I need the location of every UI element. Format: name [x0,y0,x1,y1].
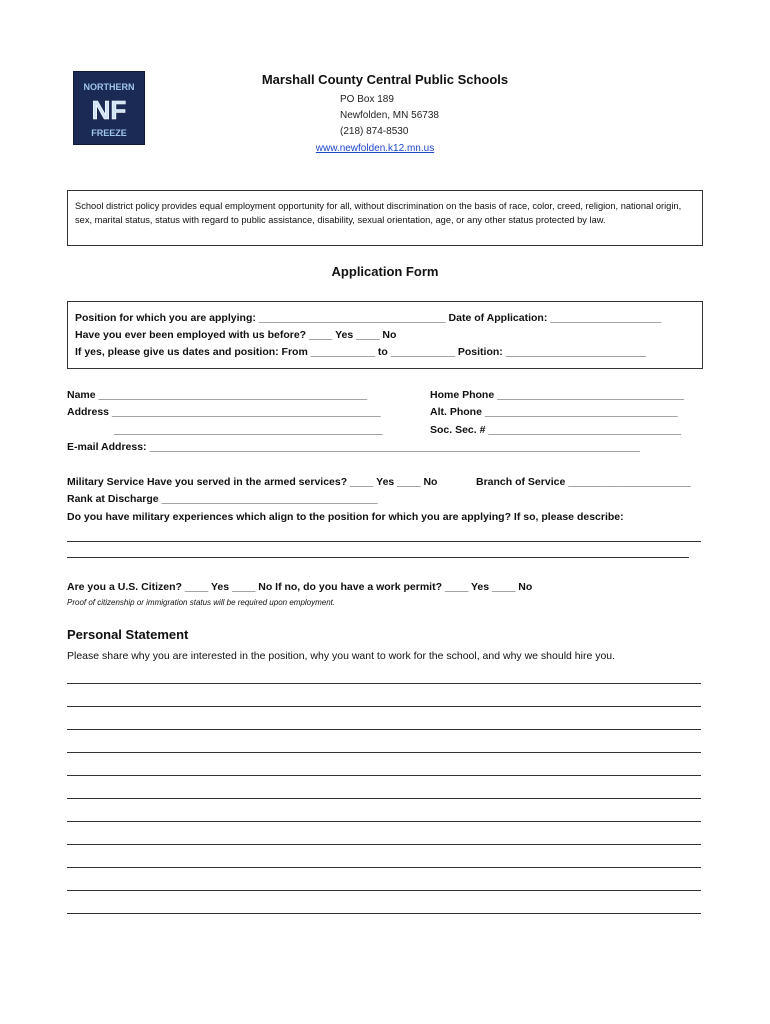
statement-line[interactable] [67,844,701,845]
statement-line[interactable] [67,821,701,822]
policy-text: School district policy provides equal employment opportunity for all, without discrimination on the basis of race, color, creed, religion, national origin, sex, marital status, status with regard to public assistance, disability, sexual orientation, age, or any other status protected by law. [75,201,682,225]
ssn-field[interactable]: Soc. Sec. # _________________________________ [430,424,682,436]
logo-text-top: NORTHERN [83,82,135,92]
policy-box [67,190,703,246]
statement-line[interactable] [67,890,701,891]
military-service-line[interactable]: Military Service Have you served in the armed services? ____ Yes ____ No [67,476,438,488]
citizenship-note: Proof of citizenship or immigration status will be required upon employment. [67,598,336,607]
logo-text-bottom: FREEZE [91,128,127,138]
address-line1: PO Box 189 [340,94,394,105]
citizenship-line[interactable]: Are you a U.S. Citizen? ____ Yes ____ No If no, do you have a work permit? ____ Yes ____ No [67,581,533,593]
military-answer-line[interactable] [67,541,701,542]
name-field[interactable]: Name ______________________________________________ [67,389,368,401]
rank-at-discharge-field[interactable]: Rank at Discharge _____________________________________ [67,493,378,505]
military-answer-line[interactable] [67,557,689,558]
statement-line[interactable] [67,798,701,799]
personal-statement-prompt: Please share why you are interested in the position, why you want to work for the school, and why we should hire you. [67,650,616,662]
military-experience-question: Do you have military experiences which align to the position for which you are applying? If so, please describe: [67,511,624,523]
statement-line[interactable] [67,867,701,868]
statement-line[interactable] [67,913,701,914]
home-phone-field[interactable]: Home Phone ________________________________ [430,389,684,401]
employed-before-line[interactable]: Have you ever been employed with us before? ____ Yes ____ No [75,329,397,341]
personal-statement-title: Personal Statement [67,627,189,642]
statement-line[interactable] [67,729,701,730]
position-box [67,301,703,369]
phone-number: (218) 874-8530 [340,126,409,137]
form-title: Application Form [331,264,439,279]
statement-line[interactable] [67,706,701,707]
statement-line[interactable] [67,683,701,684]
logo-initials: NF [91,95,127,125]
statement-line[interactable] [67,752,701,753]
previous-employment-line[interactable]: If yes, please give us dates and position: From ___________ to ___________ Position: ________________________ [75,346,646,358]
position-line[interactable]: Position for which you are applying: ________________________________ Date of Application: ___________________ [75,312,662,324]
address-field[interactable]: Address ______________________________________________ [67,406,381,418]
address-field-2[interactable]: ______________________________________________ [114,424,383,436]
address-line2: Newfolden, MN 56738 [340,110,439,121]
website-link[interactable]: www.newfolden.k12.mn.us [315,143,435,154]
school-name: Marshall County Central Public Schools [261,72,509,87]
statement-line[interactable] [67,775,701,776]
branch-of-service-field[interactable]: Branch of Service _____________________ [476,476,691,488]
alt-phone-field[interactable]: Alt. Phone _________________________________ [430,406,678,418]
email-field[interactable]: E-mail Address: ____________________________________________________________________________________ [67,441,640,453]
